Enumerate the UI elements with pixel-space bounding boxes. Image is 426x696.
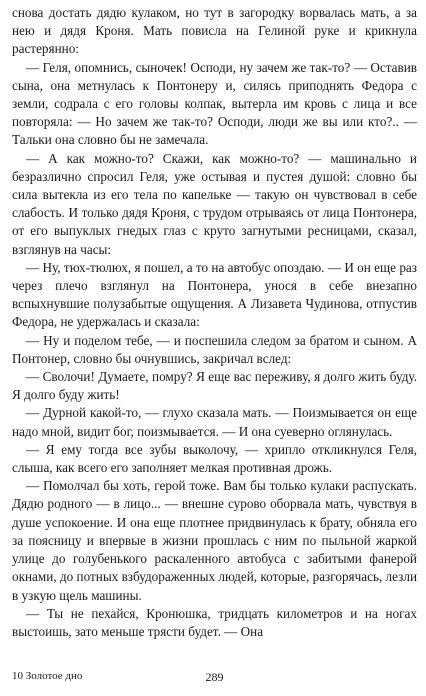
paragraph: — Геля, опомнись, сыночек! Осподи, ну зачем же так-то? — Оставив сына, она метнулась к Понтонеру и, силясь приподнять Федора с земли, содрала с его головы колпак, вытерла им кровь с лица и все повторяла: — Но зачем же так-то? Осподи, люди же вы или кто?.. — Тальки она словно бы не замечала. bbox=[12, 59, 417, 148]
paragraph: — Дурной какой-то, — глухо сказала мать. — Поизмывается он еще надо мной, видит бог, поизмывается. — И она суеверно оглянулась. bbox=[12, 405, 417, 439]
page-number: 289 bbox=[205, 670, 224, 684]
paragraph: — Ну, тюх-тюлюх, я пошел, а то на автобус опоздаю. — И он еще раз через плечо взглянул на Понтонера, унося в себе внезапно вспыхнувшие полузабытые ощущения. А Лизавета Чудинова, отпустив Федора, не удержалась и сказала: bbox=[12, 259, 417, 330]
page-footer bbox=[12, 670, 417, 688]
paragraph: снова достать дядю кулаком, но тут в загородку ворвалась мать, а за нею и дядя Кроня. Мать повисла на Гелиной руке и крикнула растерянно: bbox=[12, 5, 417, 57]
paragraph: — Помолчал бы хоть, герой тоже. Вам бы только кулаки распускать. Дядю родного — в лицо... — внешне сурово оборвала мать, чувствуя в душе успокоение. И она еще плотнее придвинулась к брату, обняла его за поясницу и впервые в жизни прошлась с ним по пыльной жаркой улице до голубенького раскаленного автобуса с забитыми фанерой окнами, до потных взбудораженных людей, которые, разгорячась, лезли в узкую щель машины. bbox=[12, 478, 417, 603]
paragraph: — Ты не пехайся, Кронюшка, тридцать километров и на ногах выстоишь, зато меньше трясти будет. — Она bbox=[12, 605, 417, 639]
paragraph: — А как можно-то? Скажи, как можно-то? — машинально и безразлично спросил Геля, уже остывая и пустея душой: словно бы сила вытекла из его тела по капельке — такую он чувствовал в себе слабость. И только дядя Кроня, с трудом отрываясь от лица Понтонера, от его выпуклых гнедых глаз с круто загнутыми ресницами, сказал, взглянув на часы: bbox=[12, 150, 417, 257]
paragraph: — Сволочи! Думаете, помру? Я еще вас переживу, я долго жить буду. Я долго буду жить! bbox=[12, 369, 417, 403]
paragraph: — Я ему тогда все зубы выколочу, — хрипло откликнулся Геля, слыша, как всего его заполняет мелкая противная дрожь. bbox=[12, 441, 417, 476]
paragraph: — Ну и поделом тебе, — и поспешила следом за братом и сыном. А Понтонер, словно бы очнувшись, закричал вслед: bbox=[12, 332, 417, 366]
body-text bbox=[12, 4, 417, 641]
printer-signature: 10 Золотое дно bbox=[12, 670, 83, 682]
